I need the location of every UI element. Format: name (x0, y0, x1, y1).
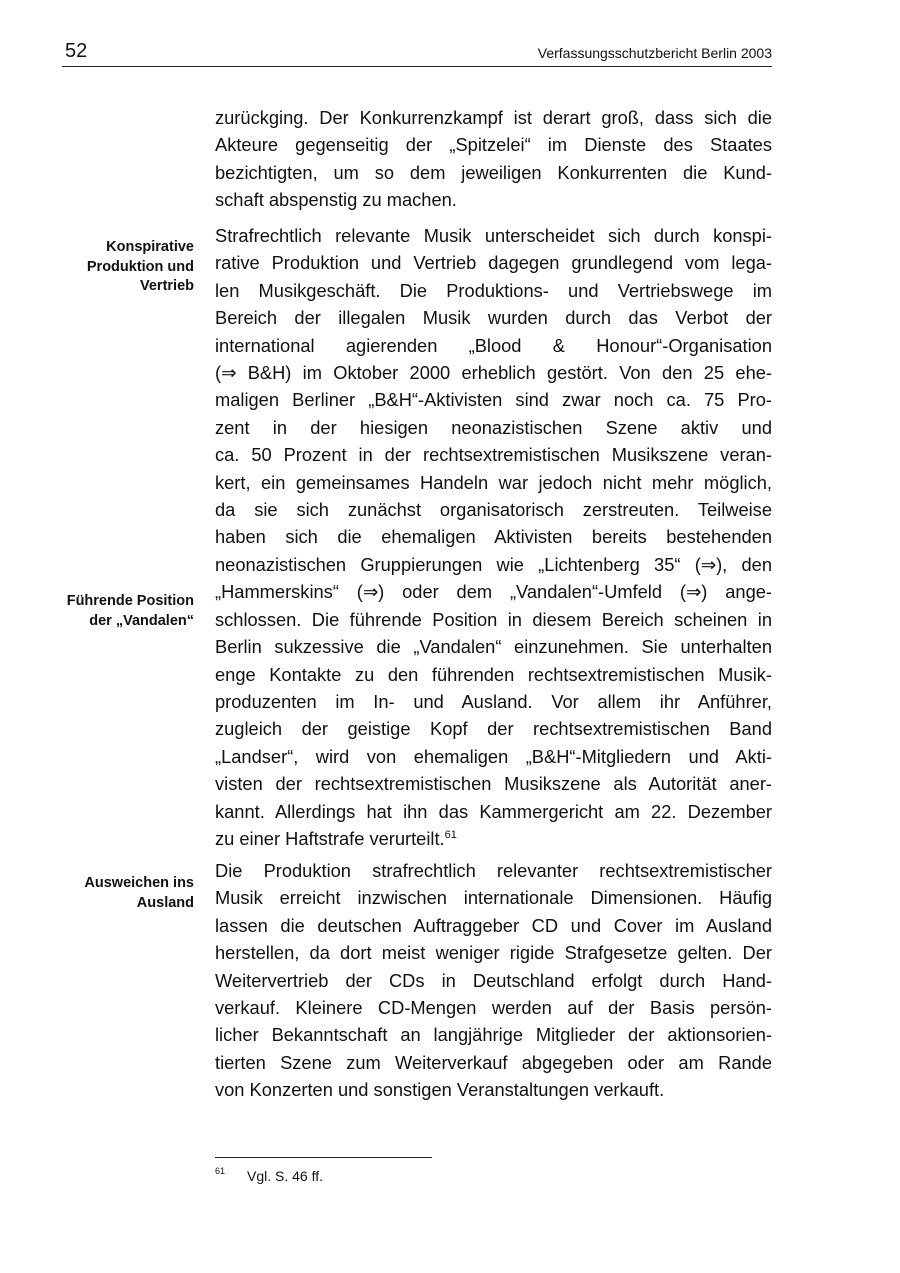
text-line: Akteure gegenseitig der „Spitzelei“ im Dienste des Staates (215, 134, 772, 156)
text-line: produzenten im In- und Ausland. Vor allem ihr Anführer, (215, 690, 772, 712)
text-line: „Landser“, wird von ehemaligen „B&H“-Mitgliedern und Akti- (215, 745, 772, 767)
text-line: zent in der hiesigen neonazistischen Szene aktiv und (215, 416, 772, 438)
text-line: bezichtigten, um so dem jeweiligen Konkurrenten die Kund- (215, 161, 772, 183)
text-line: Berlin sukzessive die „Vandalen“ einzunehmen. Sie unterhalten (215, 636, 772, 658)
text-line: haben sich die ehemaligen Aktivisten bereits bestehenden (215, 526, 772, 548)
running-title: Verfassungsschutzbericht Berlin 2003 (537, 45, 772, 61)
footnote-text: Vgl. S. 46 ff. (247, 1168, 324, 1184)
margin-note-line: Ausweichen ins (84, 875, 194, 891)
text-line: Weitervertrieb der CDs in Deutschland erfolgt durch Hand- (215, 969, 772, 991)
text-line: da sie sich zunächst organisatorisch zerstreuten. Teilweise (215, 499, 772, 521)
paragraph-ausweichen-ins-ausland (215, 857, 772, 1104)
margin-note-ausweichen-ins-ausland (84, 874, 194, 913)
margin-note-line: Produktion und (86, 258, 194, 275)
footnote (215, 1166, 323, 1184)
margin-note-line: Führende Position (66, 593, 194, 609)
text-line: rative Produktion und Vertrieb dagegen grundlegend vom lega- (215, 252, 772, 274)
paragraph-konspirative-produktion (215, 222, 772, 852)
margin-note-line: Ausland (136, 894, 194, 911)
text-line: zugleich der geistige Kopf der rechtsextremistischen Band (215, 718, 772, 740)
text-line: Bereich der illegalen Musik wurden durch das Verbot der (215, 307, 772, 329)
text-line (215, 825, 772, 852)
text-line: ca. 50 Prozent in der rechtsextremistischen Musikszene veran- (215, 444, 772, 466)
text-line: zurückging. Der Konkurrenzkampf ist derart groß, dass sich die (215, 107, 772, 128)
text-line: Die Produktion strafrechtlich relevanter rechtsextremistischer (215, 860, 772, 881)
text-line-content: zu einer Haftstrafe verurteilt. (215, 827, 445, 849)
text-line: tierten Szene zum Weiterverkauf abgegeben oder am Rande (215, 1051, 772, 1073)
text-line: schlossen. Die führende Position in diesem Bereich scheinen in (215, 608, 772, 630)
footnote-number: 61 (215, 1166, 226, 1176)
text-line: Strafrechtlich relevante Musik unterscheidet sich durch konspi- (215, 225, 772, 246)
text-line: maligen Berliner „B&H“-Aktivisten sind zwar noch ca. 75 Pro- (215, 389, 772, 411)
margin-note-line: Vertrieb (140, 278, 194, 294)
paragraph-konkurrenzkampf (215, 104, 772, 214)
margin-note-fuehrende-position (67, 592, 194, 631)
text-line: licher Bekanntschaft an langjährige Mitglieder der aktionsorien- (215, 1024, 772, 1046)
margin-note-line: Konspirative (106, 239, 194, 255)
text-line: „Hammerskins“ (⇒) oder dem „Vandalen“-Umfeld (⇒) ange- (215, 581, 772, 603)
text-line: herstellen, da dort meist weniger rigide Strafgesetze gelten. Der (215, 942, 772, 964)
margin-note-line: der „Vandalen“ (89, 612, 194, 629)
text-line: international agierenden „Blood & Honour“-Organisation (215, 334, 772, 356)
text-line: lassen die deutschen Auftraggeber CD und Cover im Ausland (215, 914, 772, 936)
header-rule (62, 66, 772, 67)
text-line: kert, ein gemeinsames Handeln war jedoch nicht mehr möglich, (215, 471, 772, 493)
footnote-reference[interactable]: 61 (444, 828, 457, 841)
page-number: 52 (65, 40, 88, 62)
text-line: schaft abspenstig zu machen. (215, 189, 457, 211)
footnote-separator (215, 1157, 432, 1158)
text-line: kannt. Allerdings hat ihn das Kammergericht am 22. Dezember (215, 800, 772, 822)
margin-note-konspirative-produktion (87, 238, 194, 297)
text-line: len Musikgeschäft. Die Produktions- und Vertriebswege im (215, 279, 772, 301)
text-line: (⇒ B&H) im Oktober 2000 erheblich gestört. Von den 25 ehe- (215, 362, 772, 384)
text-line: von Konzerten und sonstigen Veranstaltungen verkauft. (215, 1079, 665, 1101)
text-line: Musik erreicht inzwischen internationale Dimensionen. Häufig (215, 887, 772, 909)
text-line: visten der rechtsextremistischen Musikszene als Autorität aner- (215, 773, 772, 795)
text-line: verkauf. Kleinere CD-Mengen werden auf der Basis persön- (215, 997, 772, 1019)
text-line: enge Kontakte zu den führenden rechtsextremistischen Musik- (215, 663, 772, 685)
text-line: neonazistischen Gruppierungen wie „Lichtenberg 35“ (⇒), den (215, 553, 772, 575)
